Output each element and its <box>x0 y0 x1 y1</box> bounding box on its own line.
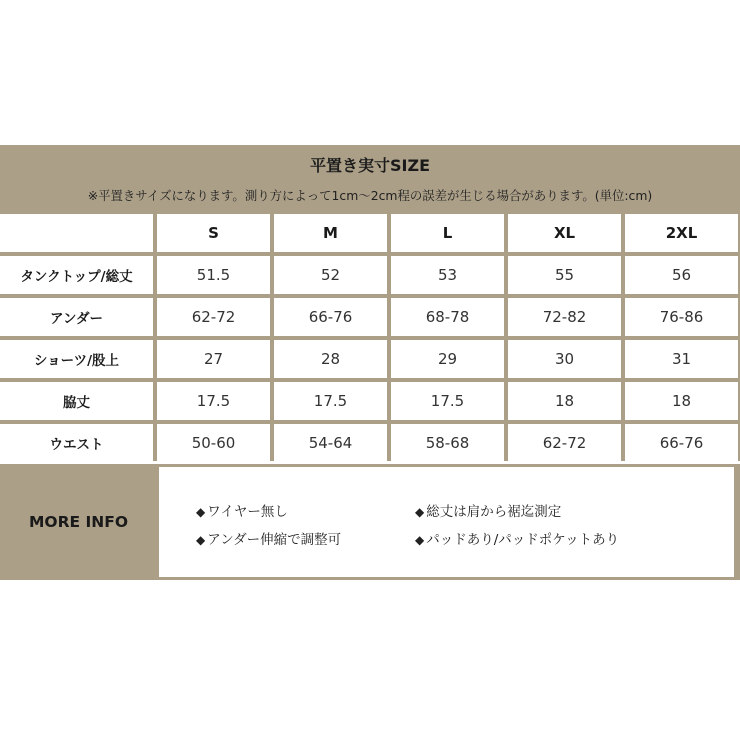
table-cell: 58-68 <box>391 424 504 462</box>
table-cell: 55 <box>508 256 621 294</box>
diamond-bullet-icon: ◆ <box>196 533 206 547</box>
table-cell: 54-64 <box>274 424 387 462</box>
table-cell: 56 <box>625 256 738 294</box>
more-info-label: MORE INFO <box>28 513 129 531</box>
table-cell: 62-72 <box>508 424 621 462</box>
size-table <box>0 210 740 466</box>
table-cell: 76-86 <box>625 298 738 336</box>
table-cell: 18 <box>625 382 738 420</box>
table-cell: 17.5 <box>157 382 270 420</box>
table-row <box>0 256 738 294</box>
more-info-panel <box>0 464 740 580</box>
size-chart-title: 平置き実寸SIZE <box>309 156 430 175</box>
table-cell: 50-60 <box>157 424 270 462</box>
table-row <box>0 382 738 420</box>
table-row <box>0 340 738 378</box>
table-cell: 52 <box>274 256 387 294</box>
more-info-body <box>159 467 734 577</box>
table-cell: 31 <box>625 340 738 378</box>
size-header-row <box>0 214 738 252</box>
table-cell: 28 <box>274 340 387 378</box>
table-cell: 62-72 <box>157 298 270 336</box>
info-item-text: アンダー伸縮で調整可 <box>207 532 342 548</box>
table-cell: 18 <box>508 382 621 420</box>
size-header-s: S <box>157 214 270 252</box>
size-header-l: L <box>391 214 504 252</box>
info-item-text: パッドあり/パッドポケットあり <box>426 532 620 548</box>
diamond-bullet-icon: ◆ <box>196 505 206 519</box>
info-item-adjustable <box>196 528 341 548</box>
table-row <box>0 298 738 336</box>
size-chart-card <box>0 145 740 461</box>
row-label-waist: ウエスト <box>0 424 153 462</box>
size-header-m: M <box>274 214 387 252</box>
table-cell: 66-76 <box>274 298 387 336</box>
table-cell: 51.5 <box>157 256 270 294</box>
table-cell: 29 <box>391 340 504 378</box>
table-row <box>0 424 738 462</box>
info-item-pad <box>415 528 619 548</box>
info-item-no-wire <box>196 500 288 520</box>
table-cell: 66-76 <box>625 424 738 462</box>
table-cell: 68-78 <box>391 298 504 336</box>
row-label-side-length: 脇丈 <box>0 382 153 420</box>
table-cell: 17.5 <box>274 382 387 420</box>
info-item-text: 総丈は肩から裾迄測定 <box>426 504 562 520</box>
diamond-bullet-icon: ◆ <box>415 533 425 547</box>
size-chart-note: ※平置きサイズになります。測り方によって1cm〜2cm程の誤差が生じる場合があります。(単位:cm) <box>87 188 653 203</box>
info-item-measurement <box>415 500 561 520</box>
table-cell: 72-82 <box>508 298 621 336</box>
table-cell: 53 <box>391 256 504 294</box>
table-cell: 17.5 <box>391 382 504 420</box>
table-cell: 27 <box>157 340 270 378</box>
table-cell: 30 <box>508 340 621 378</box>
size-header-xl: XL <box>508 214 621 252</box>
row-label-tanktop-length: タンクトップ/総丈 <box>0 256 153 294</box>
diamond-bullet-icon: ◆ <box>415 505 425 519</box>
size-header-2xl: 2XL <box>625 214 738 252</box>
row-label-under: アンダー <box>0 298 153 336</box>
row-label-shorts-rise: ショーツ/股上 <box>0 340 153 378</box>
header-corner-cell <box>0 214 153 252</box>
info-item-text: ワイヤー無し <box>207 504 288 520</box>
